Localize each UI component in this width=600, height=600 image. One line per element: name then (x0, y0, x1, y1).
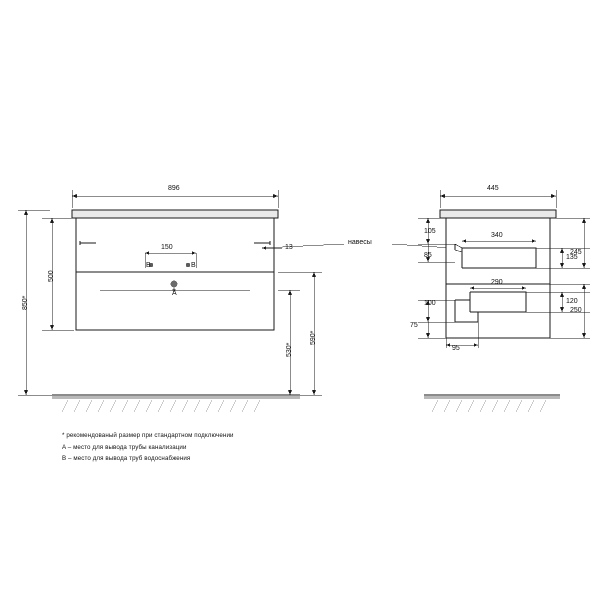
dim-label-top-offset: 105 (424, 228, 436, 235)
note-line: * рекомендованый размер при стандартном подключении (62, 432, 234, 439)
marker-label-b-left: B (146, 262, 151, 269)
dim-label-foot-offset: 75 (410, 322, 418, 329)
dim-label-inner-offset: 150 (161, 244, 173, 251)
dim-label-height-530: 530* (286, 342, 293, 357)
dim-label-drawer-inner: 290 (491, 279, 503, 286)
dim-label-front-total-height: 850* (22, 295, 29, 310)
marker-label-a: A (172, 290, 177, 297)
dim-label-side-width: 445 (487, 185, 499, 192)
dim-label-right-120: 120 (566, 298, 578, 305)
dim-label-right-offset: 13 (285, 244, 293, 251)
dim-label-base-offset: 95 (452, 345, 460, 352)
dim-label-right-250: 250 (570, 307, 582, 314)
dim-label-front-width: 896 (168, 185, 180, 192)
marker-label-b-right: B (191, 262, 196, 269)
dim-label-height-590: 590* (310, 330, 317, 345)
dim-label-right-135: 135 (566, 254, 578, 261)
dim-label-second-offset: 85 (424, 252, 432, 259)
dim-label-lower-offset: 100 (424, 300, 436, 307)
callout-hanger-label: навесы (348, 239, 372, 246)
dim-label-front-height: 500 (48, 270, 55, 282)
legend-notes (62, 430, 462, 465)
note-line: A – место для вывода трубы канализации (62, 443, 187, 451)
dim-label-right-245: 245 (570, 249, 582, 256)
note-line: B – место для вывода труб водоснабжения (62, 455, 191, 462)
dim-label-depth-inner: 340 (491, 232, 503, 239)
